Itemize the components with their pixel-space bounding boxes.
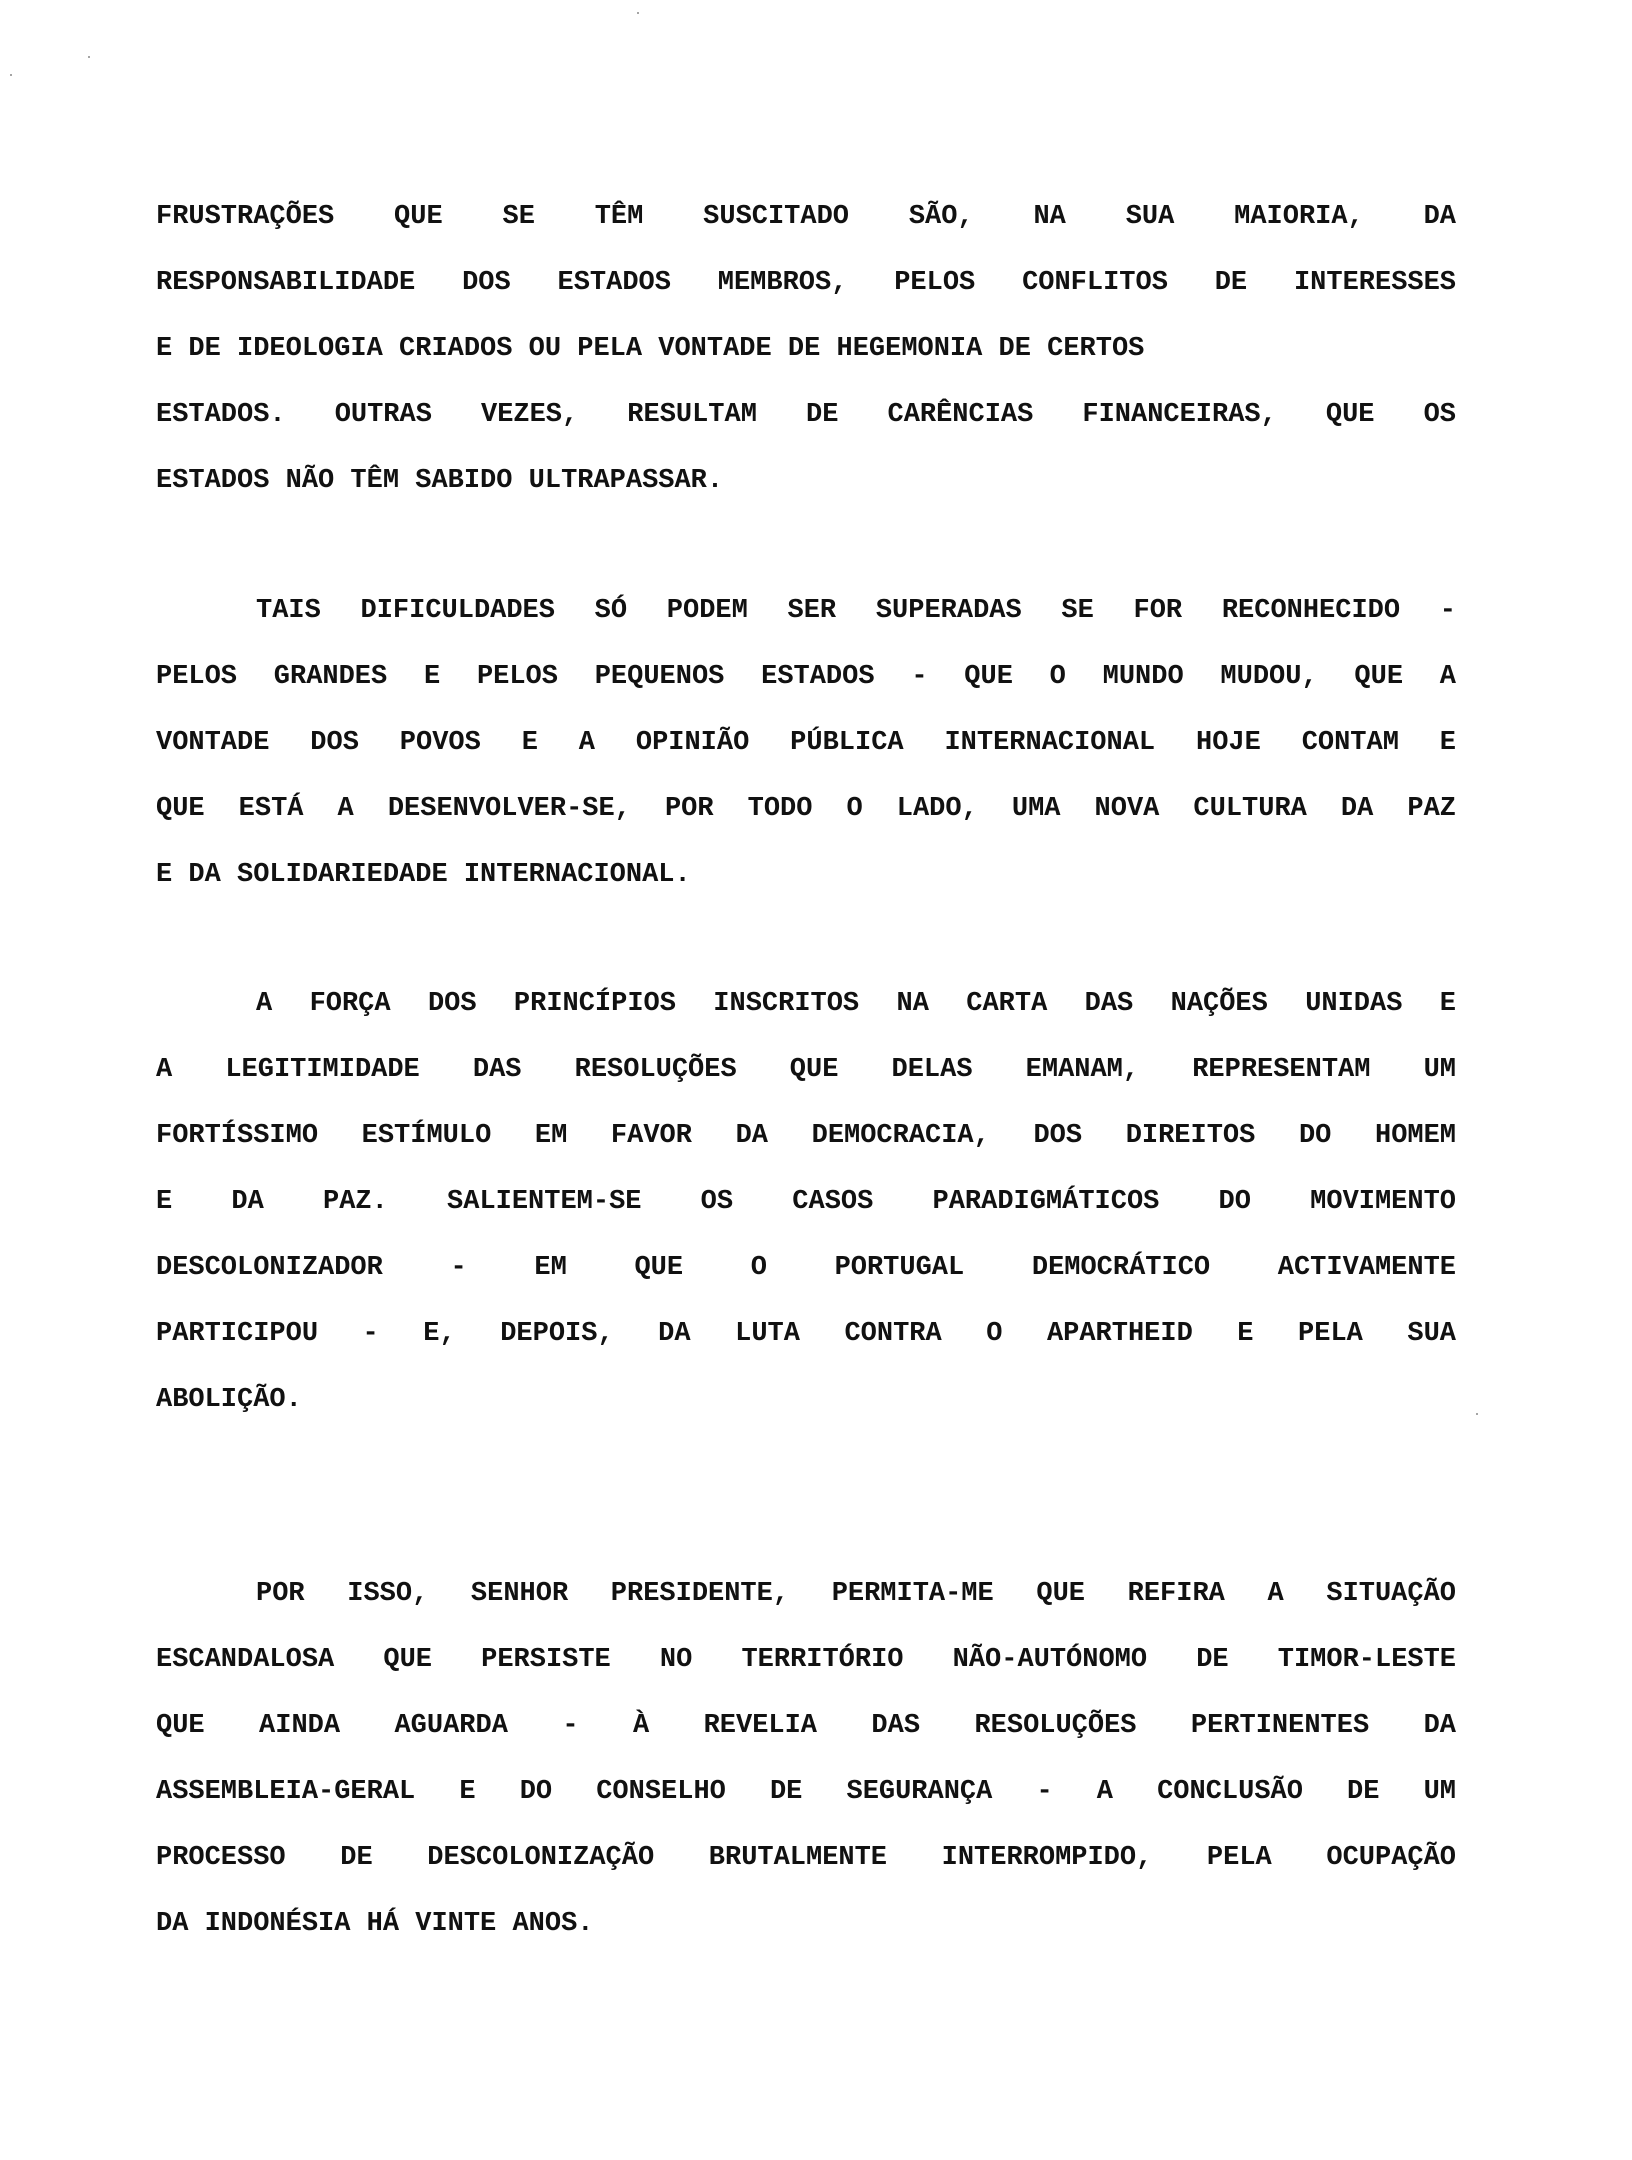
- text-line: PARTICIPOU - E, DEPOIS, DA LUTA CONTRA O APARTHEID E PELA SUA: [156, 1319, 1456, 1349]
- text-line: PELOS GRANDES E PELOS PEQUENOS ESTADOS - QUE O MUNDO MUDOU, QUE A: [156, 662, 1456, 692]
- text-line: E DA PAZ. SALIENTEM-SE OS CASOS PARADIGMÁTICOS DO MOVIMENTO: [156, 1187, 1456, 1217]
- text-line: PROCESSO DE DESCOLONIZAÇÃO BRUTALMENTE INTERROMPIDO, PELA OCUPAÇÃO: [156, 1843, 1456, 1873]
- text-line: ASSEMBLEIA-GERAL E DO CONSELHO DE SEGURANÇA - A CONCLUSÃO DE UM: [156, 1777, 1456, 1807]
- text-line: RESPONSABILIDADE DOS ESTADOS MEMBROS, PELOS CONFLITOS DE INTERESSES: [156, 268, 1456, 298]
- text-line: FORTÍSSIMO ESTÍMULO EM FAVOR DA DEMOCRACIA, DOS DIREITOS DO HOMEM: [156, 1121, 1456, 1151]
- scan-speck: [637, 12, 639, 14]
- scan-speck: [10, 74, 12, 76]
- scan-speck: [88, 56, 90, 58]
- text-line: ESTADOS. OUTRAS VEZES, RESULTAM DE CARÊNCIAS FINANCEIRAS, QUE OS: [156, 400, 1456, 430]
- text-line: A LEGITIMIDADE DAS RESOLUÇÕES QUE DELAS EMANAM, REPRESENTAM UM: [156, 1055, 1456, 1085]
- paragraph-4: [156, 1561, 1456, 1957]
- text-line: ABOLIÇÃO.: [156, 1385, 302, 1415]
- paragraph-1: [156, 184, 1456, 514]
- text-line: ESCANDALOSA QUE PERSISTE NO TERRITÓRIO NÃO-AUTÓNOMO DE TIMOR-LESTE: [156, 1645, 1456, 1675]
- text-line: DA INDONÉSIA HÁ VINTE ANOS.: [156, 1909, 594, 1939]
- text-line: TAIS DIFICULDADES SÓ PODEM SER SUPERADAS SE FOR RECONHECIDO -: [256, 596, 1456, 626]
- paragraph-3: [156, 971, 1456, 1433]
- text-line: E DA SOLIDARIEDADE INTERNACIONAL.: [156, 860, 691, 890]
- text-line: POR ISSO, SENHOR PRESIDENTE, PERMITA-ME QUE REFIRA A SITUAÇÃO: [256, 1579, 1456, 1609]
- text-line: E DE IDEOLOGIA CRIADOS OU PELA VONTADE DE HEGEMONIA DE CERTOS: [156, 334, 1145, 364]
- text-line: FRUSTRAÇÕES QUE SE TÊM SUSCITADO SÃO, NA SUA MAIORIA, DA: [156, 202, 1456, 232]
- text-line: QUE AINDA AGUARDA - À REVELIA DAS RESOLUÇÕES PERTINENTES DA: [156, 1711, 1456, 1741]
- text-line: ESTADOS NÃO TÊM SABIDO ULTRAPASSAR.: [156, 466, 724, 496]
- text-line: VONTADE DOS POVOS E A OPINIÃO PÚBLICA INTERNACIONAL HOJE CONTAM E: [156, 728, 1456, 758]
- text-line: DESCOLONIZADOR - EM QUE O PORTUGAL DEMOCRÁTICO ACTIVAMENTE: [156, 1253, 1456, 1283]
- paragraph-2: [156, 578, 1456, 908]
- text-line: QUE ESTÁ A DESENVOLVER-SE, POR TODO O LADO, UMA NOVA CULTURA DA PAZ: [156, 794, 1456, 824]
- text-line: A FORÇA DOS PRINCÍPIOS INSCRITOS NA CARTA DAS NAÇÕES UNIDAS E: [256, 989, 1456, 1019]
- scan-speck: [1476, 1413, 1478, 1415]
